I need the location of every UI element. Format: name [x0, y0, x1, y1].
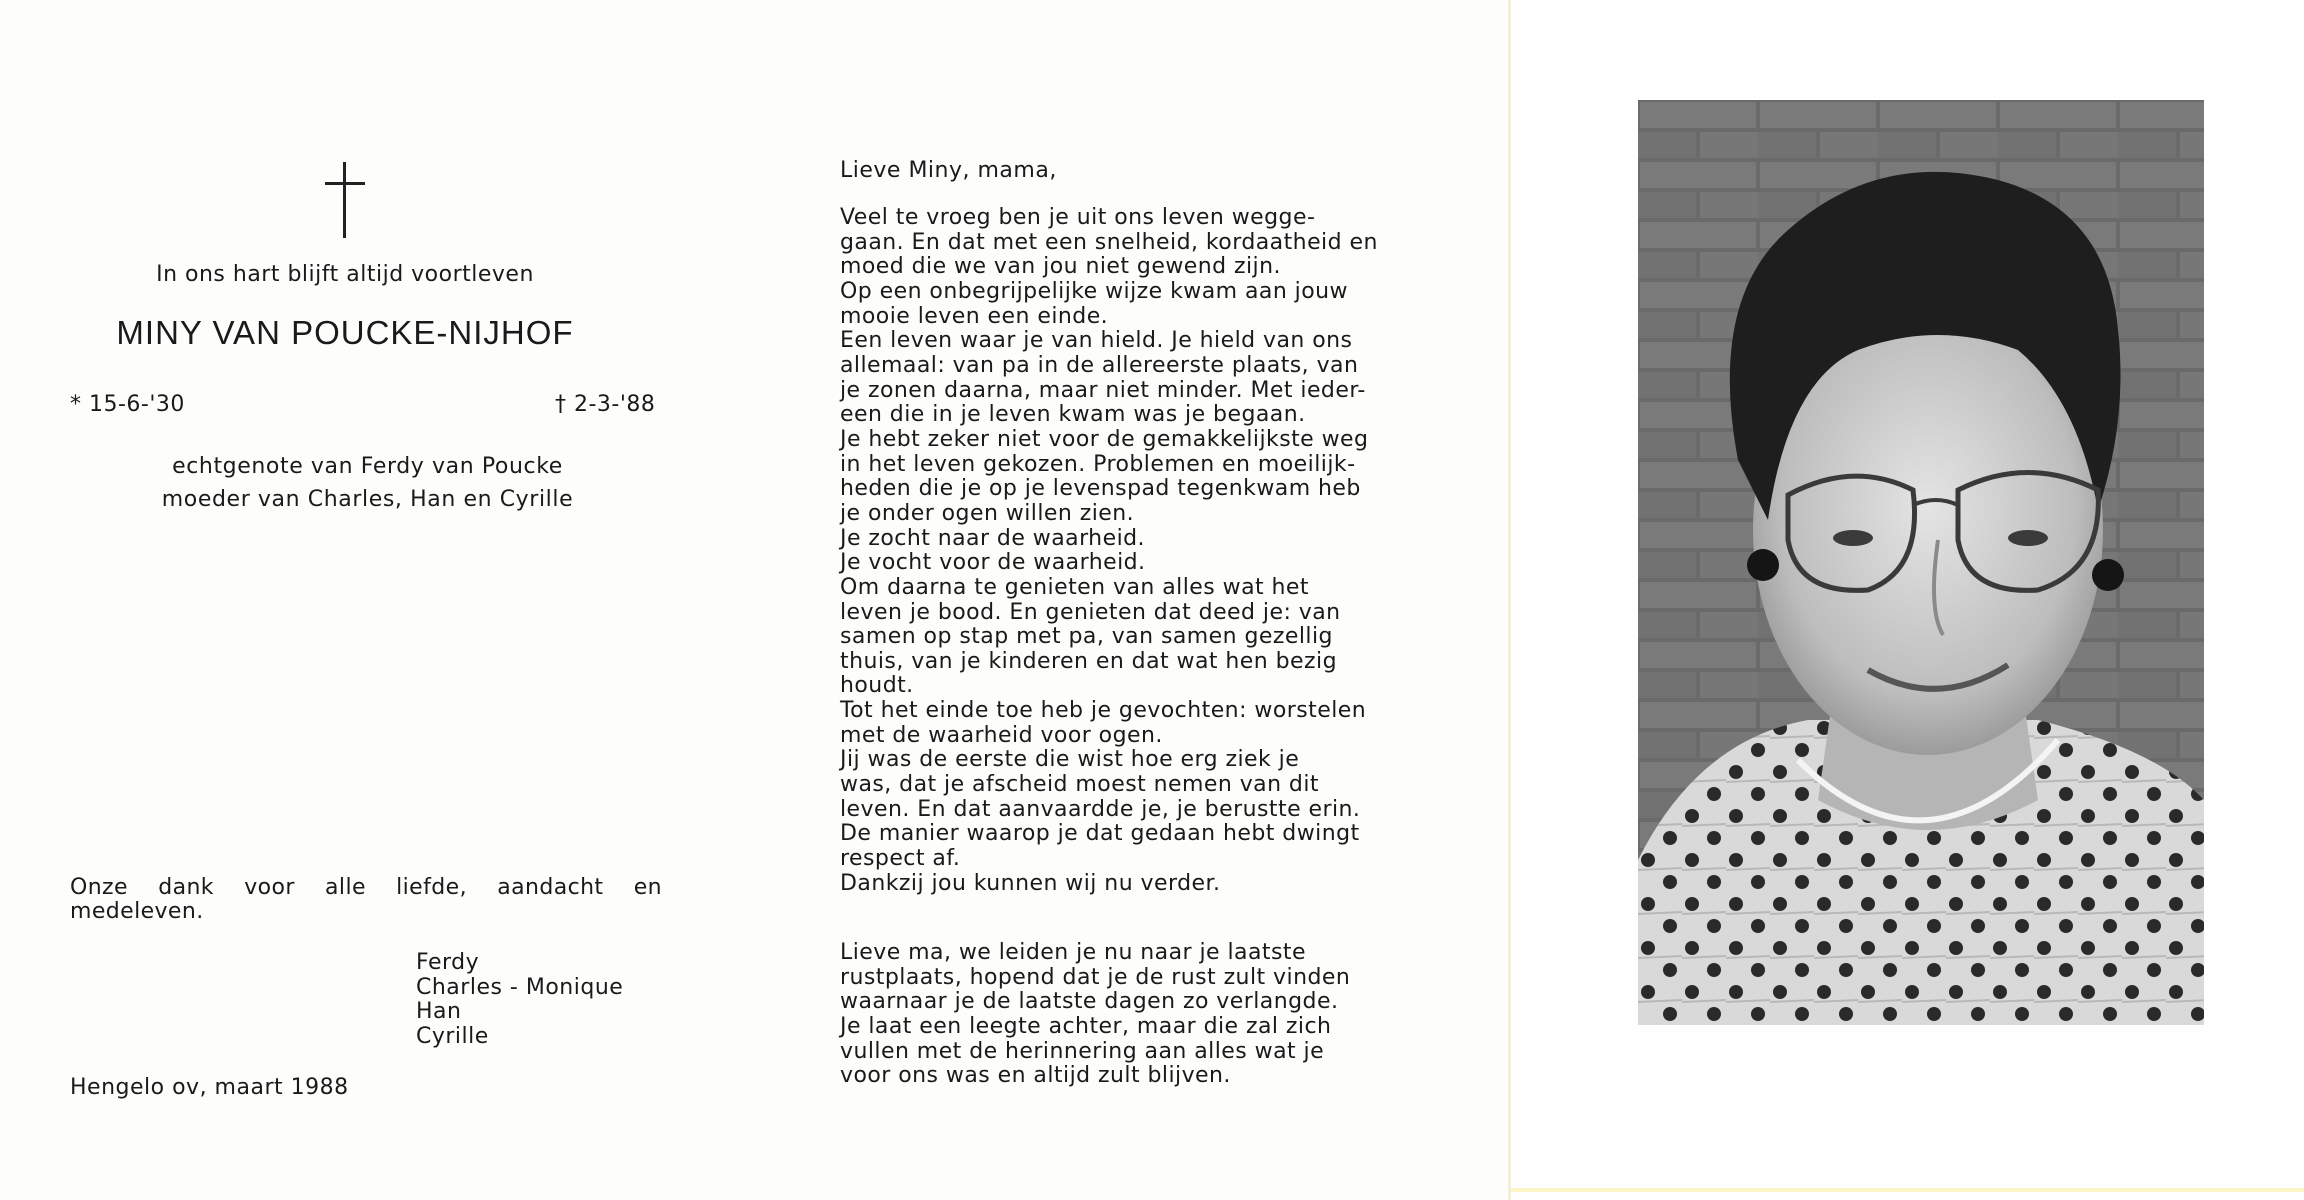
letter-line: heden die je op je levenspad tegenkwam heb — [840, 476, 1361, 502]
letter-line: allemaal: van pa in de allereerste plaats, van — [840, 352, 1359, 378]
letter-greeting: Lieve Miny, mama, — [840, 158, 1057, 183]
letter-paragraph-1 — [840, 206, 1378, 896]
relation-line: moeder van Charles, Han en Cyrille — [161, 487, 574, 512]
letter-line: je zonen daarna, maar niet minder. Met ieder- — [840, 377, 1366, 403]
family-member: Han — [416, 999, 462, 1025]
deceased-name: MINY VAN POUCKE-NIJHOF — [116, 314, 574, 351]
letter-line: was, dat je afscheid moest nemen van dit — [840, 772, 1319, 798]
letter-line: Je zocht naar de waarheid. — [840, 525, 1145, 551]
letter-line: mooie leven een einde. — [840, 303, 1109, 329]
letter-line: houdt. — [840, 673, 914, 699]
letter-line: Je laat een leegte achter, maar die zal zich — [840, 1013, 1332, 1039]
letter-line: Op een onbegrijpelijke wijze kwam aan jouw — [840, 278, 1348, 304]
letter-line: vullen met de herinnering aan alles wat je — [840, 1038, 1325, 1064]
letter-line: Je vocht voor de waarheid. — [840, 550, 1146, 576]
place-date: Hengelo ov, maart 1988 — [70, 1075, 349, 1100]
letter-line: Lieve ma, we leiden je nu naar je laatste — [840, 940, 1306, 965]
letter-line: samen op stap met pa, van samen gezellig — [840, 624, 1333, 650]
letter-line: waarnaar je de laatste dagen zo verlangde. — [840, 989, 1339, 1015]
family-names — [416, 951, 623, 1049]
birth-date: * 15-6-'30 — [70, 392, 185, 417]
letter-line: gaan. En dat met een snelheid, kordaatheid en — [840, 229, 1378, 255]
letter-paragraph-2 — [840, 941, 1350, 1089]
relations — [100, 450, 635, 516]
memorial-subtitle: In ons hart blijft altijd voortleven — [156, 262, 534, 287]
letter-line: Jij was de eerste die wist hoe erg ziek je — [840, 747, 1300, 773]
letter-line: een die in je leven kwam was je begaan. — [840, 402, 1306, 428]
letter-line: thuis, van je kinderen en dat wat hen bezig — [840, 648, 1338, 674]
thanks-line: medeleven. — [70, 899, 204, 925]
portrait-image — [1638, 100, 2204, 1025]
letter-line: Om daarna te genieten van alles wat het — [840, 574, 1309, 600]
letter-line: je onder ogen willen zien. — [840, 500, 1135, 526]
letter-line: moed die we van jou niet gewend zijn. — [840, 254, 1281, 280]
letter-line: Tot het einde toe heb je gevochten: worstelen — [840, 698, 1367, 724]
portrait-photo — [1638, 100, 2204, 1025]
thanks-line: Onze dank voor alle liefde, aandacht en — [70, 875, 662, 900]
thanks-text — [70, 876, 662, 925]
card-edge — [1511, 1188, 2304, 1192]
death-date: † 2-3-'88 — [555, 392, 656, 417]
letter-line: met de waarheid voor ogen. — [840, 722, 1163, 748]
family-member: Charles - Monique — [416, 974, 624, 1000]
letter-line: Een leven waar je van hield. Je hield van ons — [840, 328, 1353, 354]
letter-line: voor ons was en altijd zult blijven. — [840, 1063, 1231, 1089]
letter-line: rustplaats, hopend dat je de rust zult vinden — [840, 964, 1351, 990]
letter-line: respect af. — [840, 846, 961, 872]
letter-line: Je hebt zeker niet voor de gemakkelijkste weg — [840, 426, 1369, 452]
letter-line: Dankzij jou kunnen wij nu verder. — [840, 870, 1221, 896]
letter-line: De manier waarop je dat gedaan hebt dwingt — [840, 821, 1360, 847]
relation-line: echtgenote van Ferdy van Poucke — [172, 454, 563, 479]
letter-line: Veel te vroeg ben je uit ons leven wegge- — [840, 205, 1316, 230]
cross-icon — [325, 162, 365, 238]
letter-line: in het leven gekozen. Problemen en moeilijk- — [840, 451, 1356, 477]
family-member: Cyrille — [416, 1023, 489, 1049]
letter-line: leven je bood. En genieten dat deed je: van — [840, 599, 1341, 625]
family-member: Ferdy — [416, 950, 480, 975]
letter-line: leven. En dat aanvaardde je, je berustte erin. — [840, 796, 1361, 822]
